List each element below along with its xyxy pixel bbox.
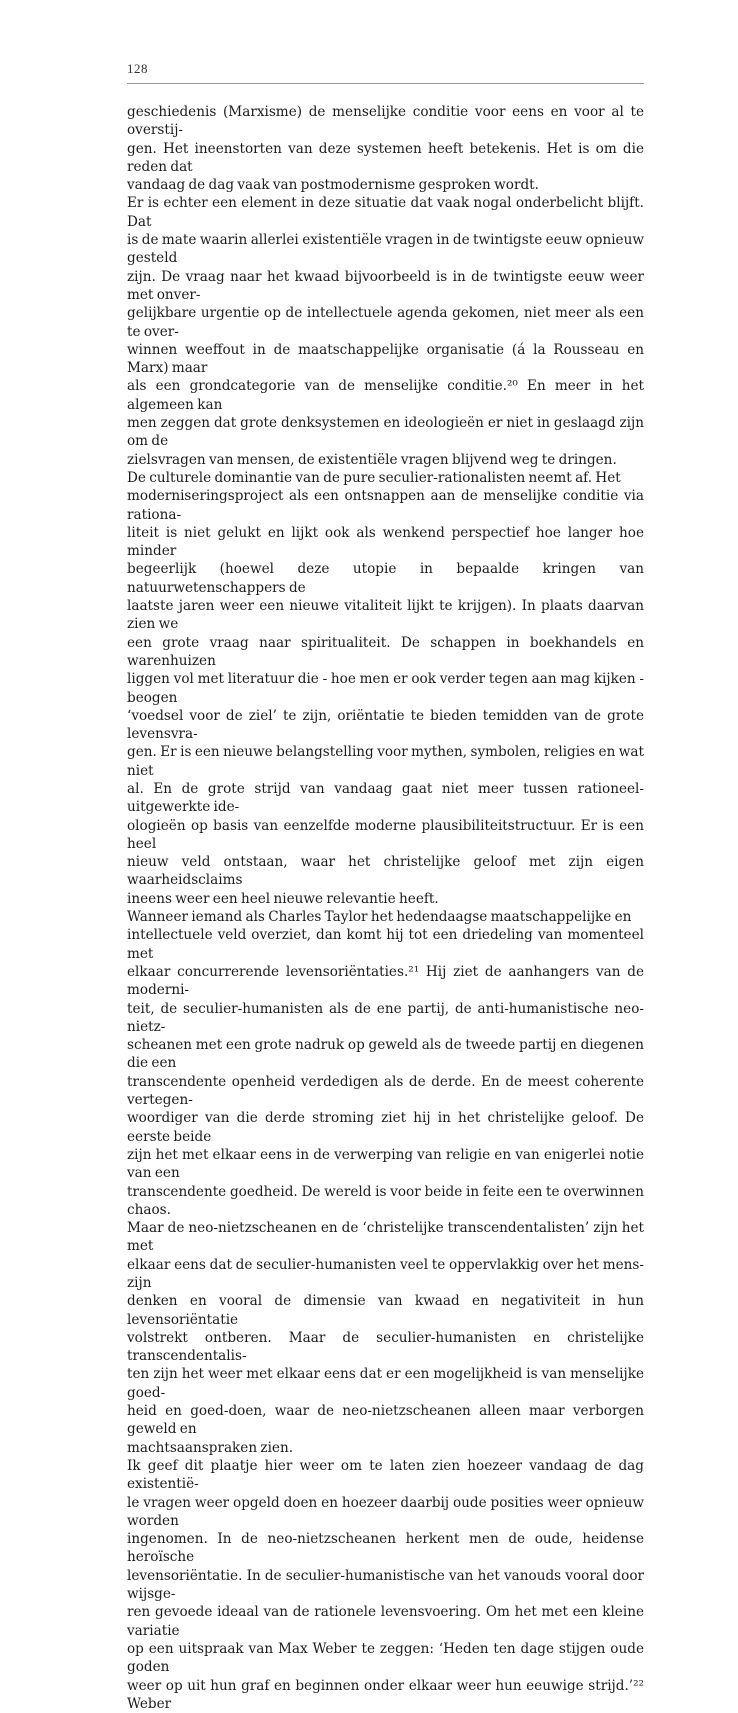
paragraph: De culturele dominantie van de pure seculier-rationalisten neemt af. Het moderniseringsproject als een ontsnappen aan de menselijke conditie via rationa- liteit is niet gelukt en lijkt ook als wenkend perspectief hoe langer hoe minder begeerlijk (hoewel deze utopie in bepaalde kringen van natuurwetenschappers de laatste jaren weer een nieuwe vitaliteit lijkt te krijgen). In plaats daarvan zien we een grote vraag naar spiritualiteit. De schappen in boekhandels en warenhuizen liggen vol met literatuur die - hoe men er ook verder tegen aan mag kijken - beogen ‘voedsel voor de ziel’ te zijn, oriëntatie te bieden temidden van de grote levensvra- gen. Er is een nieuwe belangstelling voor mythen, symbolen, religies en wat niet al. En de grote strijd van vandaag gaat niet meer tussen rationeel-uitgewerkte ide- ologieën op basis van eenzelfde moderne plausibiliteitstructuur. Er is een heel nieuw veld ontstaan, waar het christelijke geloof met zijn eigen waarheidsclaims ineens weer een heel nieuwe relevantie heeft. bbox=[127, 469, 644, 907]
running-head bbox=[127, 61, 644, 84]
body-text bbox=[127, 103, 644, 1713]
paragraph: geschiedenis (Marxisme) de menselijke conditie voor eens en voor al te overstij- gen. Het ineenstorten van deze systemen heeft betekenis. Het is om die reden dat vandaag de dag vaak van postmodernisme gesproken wordt. bbox=[127, 104, 644, 194]
paragraph: Ik geef dit plaatje hier weer om te laten zien hoezeer vandaag de dag existentië- le vragen weer opgeld doen en hoezeer daarbij oude posities weer opnieuw worden ingenomen. In de neo-nietzscheanen herkent men de oude, heidense heroïsche levensoriëntatie. In de seculier-humanistische van het vanouds vooral door wijsge- ren gevoede ideaal van de rationele levensvoering. Om het met een kleine variatie op een uitspraak van Max Weber te zeggen: ‘Heden ten dage stijgen oude goden weer op uit hun graf en beginnen onder elkaar weer hun eeuwige strijd.’²² Weber bbox=[127, 1457, 644, 1712]
paragraph: Wanneer iemand als Charles Taylor het hedendaagse maatschappelijke en intellectuele veld overziet, dan komt hij tot een driedeling van momenteel met elkaar concurrerende levensoriëntaties.²¹ Hij ziet de aanhangers van de moderni- teit, de seculier-humanisten als de ene partij, de anti-humanistische neo-nietz- scheanen met een grote nadruk op geweld als de tweede partij en diegenen die een transcendente openheid verdedigen als de derde. En de meest coherente vertegen- woordiger van die derde stroming ziet hij in het christelijke geloof. De eerste beide zijn het met elkaar eens in de verwerping van religie en van enigerlei notie van een transcendente goedheid. De wereld is voor beide in feite een te overwinnen chaos. Maar de neo-nietzscheanen en de ‘christelijke transcendentalisten’ zijn het met elkaar eens dat de seculier-humanisten veel te oppervlakkig over het mens-zijn denken en vooral de dimensie van kwaad en negativiteit in hun levensoriëntatie volstrekt ontberen. Maar de seculier-humanisten en christelijke transcendentalis- ten zijn het weer met elkaar eens dat er een mogelijkheid is van menselijke goed- heid en goed-doen, waar de neo-nietzscheanen alleen maar verborgen geweld en machtsaanspraken zien. bbox=[127, 909, 644, 1456]
paragraph: Er is echter een element in deze situatie dat vaak nogal onderbelicht blijft. Dat is de mate waarin allerlei existentiële vragen in de twintigste eeuw opnieuw gesteld zijn. De vraag naar het kwaad bijvoorbeeld is in de twintigste eeuw weer met onver- gelijkbare urgentie op de intellectuele agenda gekomen, niet meer als een te over- winnen weeffout in de maatschappelijke organisatie (á la Rousseau en Marx) maar als een grondcategorie van de menselijke conditie.²⁰ En meer in het algemeen kan men zeggen dat grote denksystemen en ideologieën er niet in geslaagd zijn om de zielsvragen van mensen, de existentiële vragen blijvend weg te dringen. bbox=[127, 195, 644, 468]
page-number: 128 bbox=[127, 61, 148, 76]
